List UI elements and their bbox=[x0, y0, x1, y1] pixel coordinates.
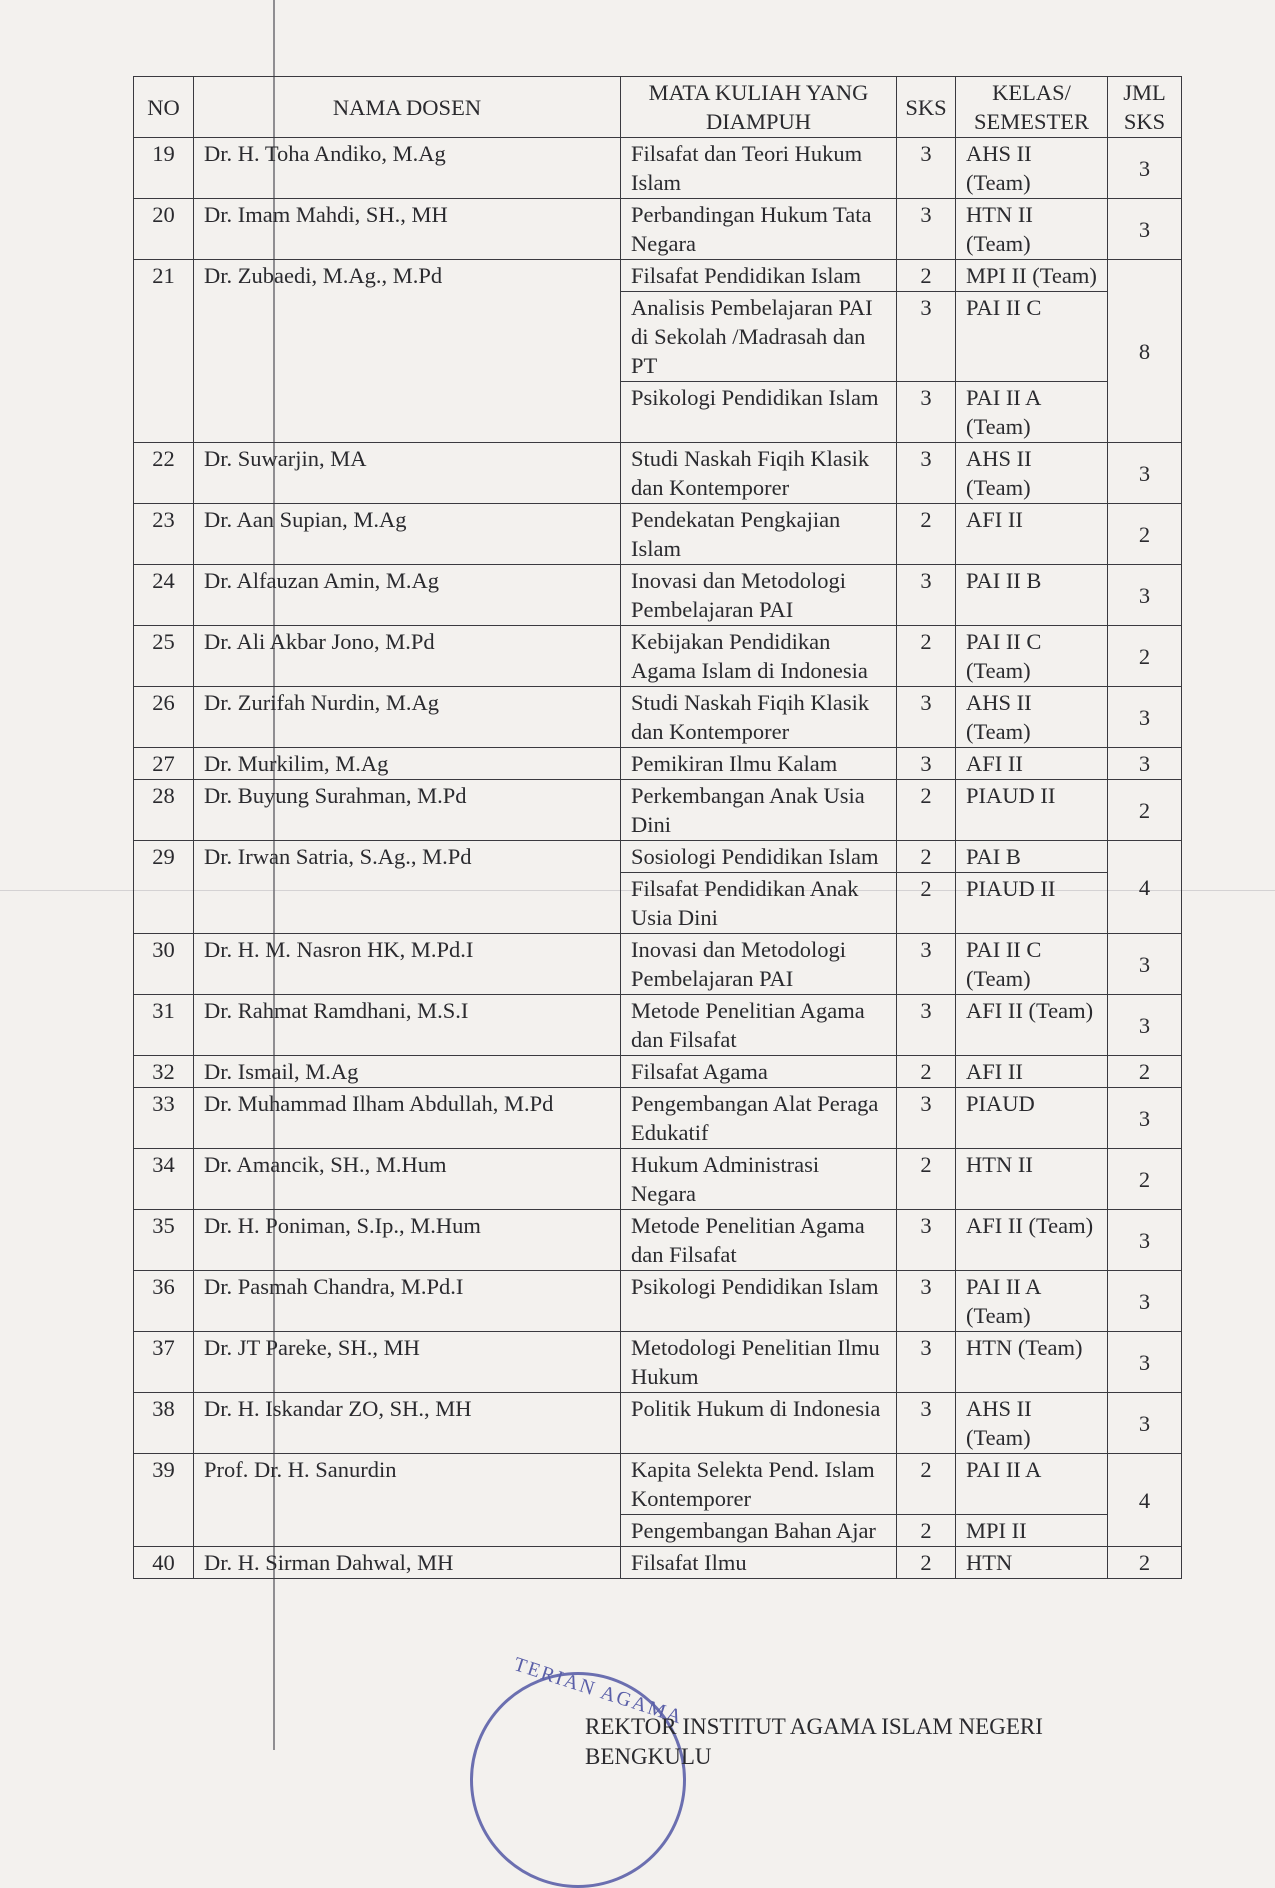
cell-jml-sks: 2 bbox=[1108, 1547, 1182, 1579]
lecturer-table bbox=[133, 76, 1182, 1579]
cell-no: 30 bbox=[134, 934, 194, 995]
cell-nama-dosen: Dr. JT Pareke, SH., MH bbox=[194, 1332, 621, 1393]
cell-sks: 3 bbox=[897, 1088, 956, 1149]
cell-nama-dosen: Dr. Suwarjin, MA bbox=[194, 443, 621, 504]
cell-sks: 3 bbox=[897, 382, 956, 443]
cell-kelas: PAI II A (Team) bbox=[956, 1271, 1108, 1332]
cell-mata-kuliah: Studi Naskah Fiqih Klasik dan Kontemporer bbox=[621, 687, 897, 748]
table-row bbox=[134, 1210, 1182, 1271]
cell-kelas: AHS II (Team) bbox=[956, 1393, 1108, 1454]
cell-sks: 3 bbox=[897, 934, 956, 995]
stamp-text: TERIAN AGAMA bbox=[511, 1653, 687, 1729]
cell-mata-kuliah: Psikologi Pendidikan Islam bbox=[621, 1271, 897, 1332]
cell-nama-dosen: Dr. Ali Akbar Jono, M.Pd bbox=[194, 626, 621, 687]
table-row bbox=[134, 443, 1182, 504]
cell-mata-kuliah: Kapita Selekta Pend. Islam Kontemporer bbox=[621, 1454, 897, 1515]
cell-kelas: PAI B bbox=[956, 841, 1108, 873]
cell-nama-dosen: Dr. H. Poniman, S.Ip., M.Hum bbox=[194, 1210, 621, 1271]
cell-kelas: HTN II bbox=[956, 1149, 1108, 1210]
cell-kelas: AFI II bbox=[956, 748, 1108, 780]
cell-jml-sks: 8 bbox=[1108, 260, 1182, 443]
cell-sks: 3 bbox=[897, 1210, 956, 1271]
header-jml-sks: JML SKS bbox=[1108, 77, 1182, 138]
cell-mata-kuliah: Analisis Pembelajaran PAI di Sekolah /Madrasah dan PT bbox=[621, 292, 897, 382]
cell-jml-sks: 4 bbox=[1108, 841, 1182, 934]
cell-jml-sks: 3 bbox=[1108, 995, 1182, 1056]
table-row bbox=[134, 1454, 1182, 1515]
cell-mata-kuliah: Sosiologi Pendidikan Islam bbox=[621, 841, 897, 873]
cell-kelas: PIAUD II bbox=[956, 873, 1108, 934]
cell-kelas: PAI II A bbox=[956, 1454, 1108, 1515]
table-row bbox=[134, 1149, 1182, 1210]
cell-kelas: PAI II C bbox=[956, 292, 1108, 382]
table-row bbox=[134, 748, 1182, 780]
cell-kelas: MPI II (Team) bbox=[956, 260, 1108, 292]
cell-sks: 2 bbox=[897, 626, 956, 687]
cell-no: 28 bbox=[134, 780, 194, 841]
cell-mata-kuliah: Pendekatan Pengkajian Islam bbox=[621, 504, 897, 565]
cell-no: 20 bbox=[134, 199, 194, 260]
cell-kelas: PIAUD bbox=[956, 1088, 1108, 1149]
cell-no: 31 bbox=[134, 995, 194, 1056]
cell-no: 25 bbox=[134, 626, 194, 687]
cell-kelas: HTN II (Team) bbox=[956, 199, 1108, 260]
cell-jml-sks: 4 bbox=[1108, 1454, 1182, 1547]
cell-sks: 2 bbox=[897, 1547, 956, 1579]
signature-block bbox=[585, 1712, 1043, 1772]
header-sks: SKS bbox=[897, 77, 956, 138]
cell-sks: 3 bbox=[897, 199, 956, 260]
cell-no: 29 bbox=[134, 841, 194, 934]
header-kelas-semester: KELAS/ SEMESTER bbox=[956, 77, 1108, 138]
cell-no: 35 bbox=[134, 1210, 194, 1271]
cell-nama-dosen: Dr. H. Sirman Dahwal, MH bbox=[194, 1547, 621, 1579]
cell-no: 27 bbox=[134, 748, 194, 780]
table-row bbox=[134, 260, 1182, 292]
cell-jml-sks: 3 bbox=[1108, 1088, 1182, 1149]
cell-no: 38 bbox=[134, 1393, 194, 1454]
cell-sks: 3 bbox=[897, 292, 956, 382]
cell-mata-kuliah: Psikologi Pendidikan Islam bbox=[621, 382, 897, 443]
cell-jml-sks: 2 bbox=[1108, 780, 1182, 841]
cell-no: 36 bbox=[134, 1271, 194, 1332]
cell-jml-sks: 3 bbox=[1108, 748, 1182, 780]
table-row bbox=[134, 1271, 1182, 1332]
cell-kelas: AHS II (Team) bbox=[956, 138, 1108, 199]
table-row bbox=[134, 138, 1182, 199]
cell-mata-kuliah: Filsafat Pendidikan Anak Usia Dini bbox=[621, 873, 897, 934]
table-row bbox=[134, 1393, 1182, 1454]
cell-kelas: PAI II A (Team) bbox=[956, 382, 1108, 443]
table-row bbox=[134, 687, 1182, 748]
cell-mata-kuliah: Pemikiran Ilmu Kalam bbox=[621, 748, 897, 780]
cell-sks: 2 bbox=[897, 841, 956, 873]
cell-jml-sks: 3 bbox=[1108, 565, 1182, 626]
cell-sks: 3 bbox=[897, 443, 956, 504]
cell-mata-kuliah: Inovasi dan Metodologi Pembelajaran PAI bbox=[621, 934, 897, 995]
cell-mata-kuliah: Metodologi Penelitian Ilmu Hukum bbox=[621, 1332, 897, 1393]
cell-nama-dosen: Dr. Ismail, M.Ag bbox=[194, 1056, 621, 1088]
cell-no: 19 bbox=[134, 138, 194, 199]
cell-sks: 3 bbox=[897, 138, 956, 199]
cell-mata-kuliah: Kebijakan Pendidikan Agama Islam di Indonesia bbox=[621, 626, 897, 687]
cell-sks: 2 bbox=[897, 780, 956, 841]
table-body bbox=[134, 138, 1182, 1579]
cell-nama-dosen: Dr. Amancik, SH., M.Hum bbox=[194, 1149, 621, 1210]
cell-sks: 3 bbox=[897, 995, 956, 1056]
cell-kelas: HTN bbox=[956, 1547, 1108, 1579]
cell-jml-sks: 3 bbox=[1108, 934, 1182, 995]
table-row bbox=[134, 1547, 1182, 1579]
cell-jml-sks: 3 bbox=[1108, 687, 1182, 748]
cell-mata-kuliah: Filsafat dan Teori Hukum Islam bbox=[621, 138, 897, 199]
cell-kelas: PAI II C (Team) bbox=[956, 934, 1108, 995]
cell-sks: 2 bbox=[897, 260, 956, 292]
cell-jml-sks: 2 bbox=[1108, 504, 1182, 565]
cell-kelas: PIAUD II bbox=[956, 780, 1108, 841]
cell-mata-kuliah: Filsafat Ilmu bbox=[621, 1547, 897, 1579]
table-row bbox=[134, 626, 1182, 687]
cell-no: 24 bbox=[134, 565, 194, 626]
cell-sks: 2 bbox=[897, 504, 956, 565]
table-row bbox=[134, 841, 1182, 873]
cell-jml-sks: 2 bbox=[1108, 1056, 1182, 1088]
cell-kelas: AFI II bbox=[956, 1056, 1108, 1088]
table-row bbox=[134, 934, 1182, 995]
cell-mata-kuliah: Metode Penelitian Agama dan Filsafat bbox=[621, 995, 897, 1056]
cell-nama-dosen: Dr. Zubaedi, M.Ag., M.Pd bbox=[194, 260, 621, 443]
cell-no: 21 bbox=[134, 260, 194, 443]
cell-nama-dosen: Dr. H. M. Nasron HK, M.Pd.I bbox=[194, 934, 621, 995]
cell-mata-kuliah: Filsafat Pendidikan Islam bbox=[621, 260, 897, 292]
cell-no: 26 bbox=[134, 687, 194, 748]
cell-nama-dosen: Dr. Muhammad Ilham Abdullah, M.Pd bbox=[194, 1088, 621, 1149]
cell-kelas: AFI II (Team) bbox=[956, 1210, 1108, 1271]
table-row bbox=[134, 1056, 1182, 1088]
cell-jml-sks: 3 bbox=[1108, 1210, 1182, 1271]
cell-kelas: AFI II (Team) bbox=[956, 995, 1108, 1056]
cell-no: 22 bbox=[134, 443, 194, 504]
cell-nama-dosen: Dr. Zurifah Nurdin, M.Ag bbox=[194, 687, 621, 748]
cell-kelas: AHS II (Team) bbox=[956, 687, 1108, 748]
cell-no: 40 bbox=[134, 1547, 194, 1579]
cell-mata-kuliah: Perkembangan Anak Usia Dini bbox=[621, 780, 897, 841]
table-header-row bbox=[134, 77, 1182, 138]
cell-sks: 3 bbox=[897, 1271, 956, 1332]
cell-sks: 3 bbox=[897, 1393, 956, 1454]
cell-mata-kuliah: Filsafat Agama bbox=[621, 1056, 897, 1088]
table-row bbox=[134, 1088, 1182, 1149]
cell-jml-sks: 3 bbox=[1108, 1271, 1182, 1332]
cell-nama-dosen: Prof. Dr. H. Sanurdin bbox=[194, 1454, 621, 1547]
cell-sks: 2 bbox=[897, 1149, 956, 1210]
cell-no: 32 bbox=[134, 1056, 194, 1088]
cell-nama-dosen: Dr. Pasmah Chandra, M.Pd.I bbox=[194, 1271, 621, 1332]
cell-mata-kuliah: Perbandingan Hukum Tata Negara bbox=[621, 199, 897, 260]
header-no: NO bbox=[134, 77, 194, 138]
cell-mata-kuliah: Pengembangan Bahan Ajar bbox=[621, 1515, 897, 1547]
cell-kelas: AHS II (Team) bbox=[956, 443, 1108, 504]
cell-nama-dosen: Dr. Alfauzan Amin, M.Ag bbox=[194, 565, 621, 626]
cell-no: 33 bbox=[134, 1088, 194, 1149]
table-row bbox=[134, 565, 1182, 626]
cell-no: 34 bbox=[134, 1149, 194, 1210]
cell-nama-dosen: Dr. H. Iskandar ZO, SH., MH bbox=[194, 1393, 621, 1454]
cell-mata-kuliah: Pengembangan Alat Peraga Edukatif bbox=[621, 1088, 897, 1149]
cell-mata-kuliah: Studi Naskah Fiqih Klasik dan Kontemporer bbox=[621, 443, 897, 504]
cell-nama-dosen: Dr. Buyung Surahman, M.Pd bbox=[194, 780, 621, 841]
table-row bbox=[134, 780, 1182, 841]
cell-sks: 2 bbox=[897, 1515, 956, 1547]
header-mata-kuliah: MATA KULIAH YANG DIAMPUH bbox=[621, 77, 897, 138]
cell-jml-sks: 2 bbox=[1108, 626, 1182, 687]
cell-sks: 3 bbox=[897, 748, 956, 780]
table-row bbox=[134, 1332, 1182, 1393]
cell-mata-kuliah: Hukum Administrasi Negara bbox=[621, 1149, 897, 1210]
cell-nama-dosen: Dr. Aan Supian, M.Ag bbox=[194, 504, 621, 565]
cell-kelas: AFI II bbox=[956, 504, 1108, 565]
cell-mata-kuliah: Politik Hukum di Indonesia bbox=[621, 1393, 897, 1454]
cell-nama-dosen: Dr. Rahmat Ramdhani, M.S.I bbox=[194, 995, 621, 1056]
cell-sks: 3 bbox=[897, 1332, 956, 1393]
cell-sks: 2 bbox=[897, 1056, 956, 1088]
cell-jml-sks: 3 bbox=[1108, 1332, 1182, 1393]
cell-no: 23 bbox=[134, 504, 194, 565]
cell-sks: 3 bbox=[897, 565, 956, 626]
cell-jml-sks: 3 bbox=[1108, 1393, 1182, 1454]
cell-nama-dosen: Dr. Irwan Satria, S.Ag., M.Pd bbox=[194, 841, 621, 934]
cell-jml-sks: 3 bbox=[1108, 138, 1182, 199]
cell-jml-sks: 3 bbox=[1108, 443, 1182, 504]
cell-jml-sks: 3 bbox=[1108, 199, 1182, 260]
cell-mata-kuliah: Inovasi dan Metodologi Pembelajaran PAI bbox=[621, 565, 897, 626]
header-nama-dosen: NAMA DOSEN bbox=[194, 77, 621, 138]
cell-nama-dosen: Dr. Imam Mahdi, SH., MH bbox=[194, 199, 621, 260]
cell-sks: 3 bbox=[897, 687, 956, 748]
cell-no: 39 bbox=[134, 1454, 194, 1547]
cell-nama-dosen: Dr. Murkilim, M.Ag bbox=[194, 748, 621, 780]
table-row bbox=[134, 199, 1182, 260]
table-row bbox=[134, 504, 1182, 565]
cell-sks: 2 bbox=[897, 873, 956, 934]
cell-kelas: HTN (Team) bbox=[956, 1332, 1108, 1393]
cell-jml-sks: 2 bbox=[1108, 1149, 1182, 1210]
footer-line-2: BENGKULU bbox=[585, 1744, 712, 1769]
cell-mata-kuliah: Metode Penelitian Agama dan Filsafat bbox=[621, 1210, 897, 1271]
cell-kelas: MPI II bbox=[956, 1515, 1108, 1547]
cell-sks: 2 bbox=[897, 1454, 956, 1515]
footer-line-1: REKTOR INSTITUT AGAMA ISLAM NEGERI bbox=[585, 1714, 1043, 1739]
cell-no: 37 bbox=[134, 1332, 194, 1393]
cell-nama-dosen: Dr. H. Toha Andiko, M.Ag bbox=[194, 138, 621, 199]
table-row bbox=[134, 995, 1182, 1056]
cell-kelas: PAI II B bbox=[956, 565, 1108, 626]
cell-kelas: PAI II C (Team) bbox=[956, 626, 1108, 687]
